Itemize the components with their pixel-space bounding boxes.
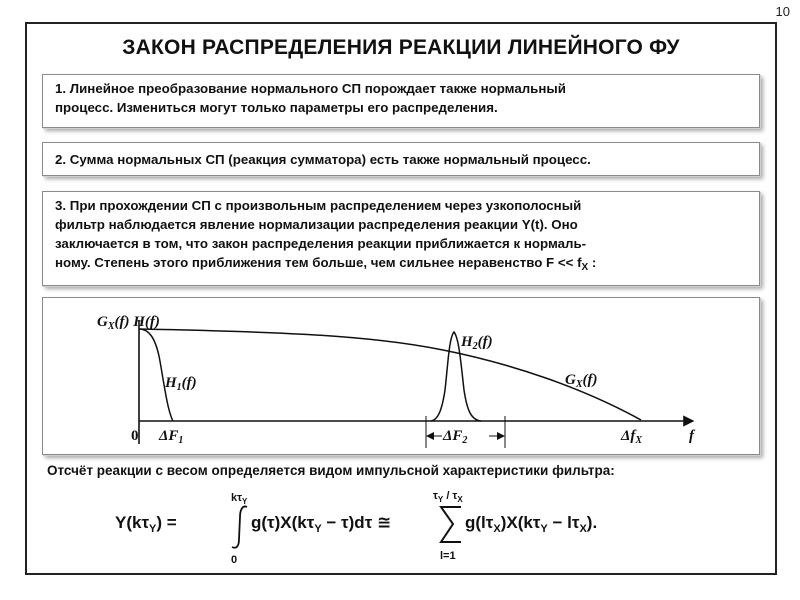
label-f-axis: f <box>689 428 694 444</box>
spectrum-diagram-box <box>42 297 760 455</box>
label-delta-f2: $\Delta F_2$ <box>443 428 468 446</box>
sum-sign <box>441 507 461 542</box>
slide-title: ЗАКОН РАСПРЕДЕЛЕНИЯ РЕАКЦИИ ЛИНЕЙНОГО ФУ <box>122 36 680 59</box>
integral-upper-limit: $k\tau_Y$ <box>231 492 248 506</box>
statement-3-line-1: 3. При прохождении СП с произвольным распределением через узкополосный <box>55 198 582 213</box>
label-delta-fx: $\Delta f_X$ <box>621 428 643 446</box>
statement-3-line-4 <box>55 253 749 277</box>
statement-2-line-1: 2. Сумма нормальных СП (реакция сумматора) есть также нормальный процесс. <box>55 152 591 167</box>
formula <box>115 487 715 567</box>
statement-1-line-2: процесс. Измениться могут только параметры его распределения. <box>55 100 498 115</box>
formula-summand: $g(l\tau_X)X(k\tau_Y - l\tau_X)$. <box>465 513 598 535</box>
statement-3-line-3: заключается в том, что закон распределения реакции приближается к нормаль- <box>55 236 587 251</box>
integral-sign <box>232 506 247 547</box>
sum-upper-limit: $\tau_Y / \tau_X$ <box>433 490 463 504</box>
statement-3-line-4-end: : <box>588 255 597 270</box>
label-gx-h: $G_X(f)$ H(f) <box>97 314 160 332</box>
band-right-arrow <box>497 432 505 440</box>
slide <box>25 22 777 575</box>
band-left-arrow <box>426 432 434 440</box>
statement-3-line-4-sub: X <box>581 262 589 273</box>
label-delta-f1: $\Delta F_1$ <box>159 428 184 446</box>
formula-integrand: $g(\tau)X(k\tau_Y - \tau)d\tau$ ≅ <box>251 513 392 535</box>
spectrum-diagram <box>43 298 759 454</box>
statement-1-box <box>42 74 760 128</box>
page-number: 10 <box>775 4 790 19</box>
label-gx: $G_X(f)$ <box>565 372 598 390</box>
label-zero: 0 <box>131 428 139 444</box>
formula-lhs: $Y(k\tau_Y)$ = <box>115 513 177 535</box>
label-h2: $H_2(f)$ <box>461 334 493 352</box>
statement-1-line-1: 1. Линейное преобразование нормального СП порождает также нормальный <box>55 81 566 96</box>
statement-2-box <box>42 142 760 176</box>
statement-3-line-4-main: ному. Степень этого приближения тем больше, чем сильнее неравенство F << f <box>55 255 582 270</box>
statement-3-box <box>42 191 760 286</box>
weight-statement: Отсчёт реакции с весом определяется видом импульсной характеристики фильтра: <box>47 463 615 478</box>
label-h1: $H_1(f)$ <box>165 375 197 393</box>
statement-3-line-2: фильтр наблюдается явление нормализации распределения реакции Y(t). Оно <box>55 217 578 232</box>
integral-lower-limit: 0 <box>231 554 238 566</box>
sum-lower-limit: l=1 <box>440 550 456 562</box>
